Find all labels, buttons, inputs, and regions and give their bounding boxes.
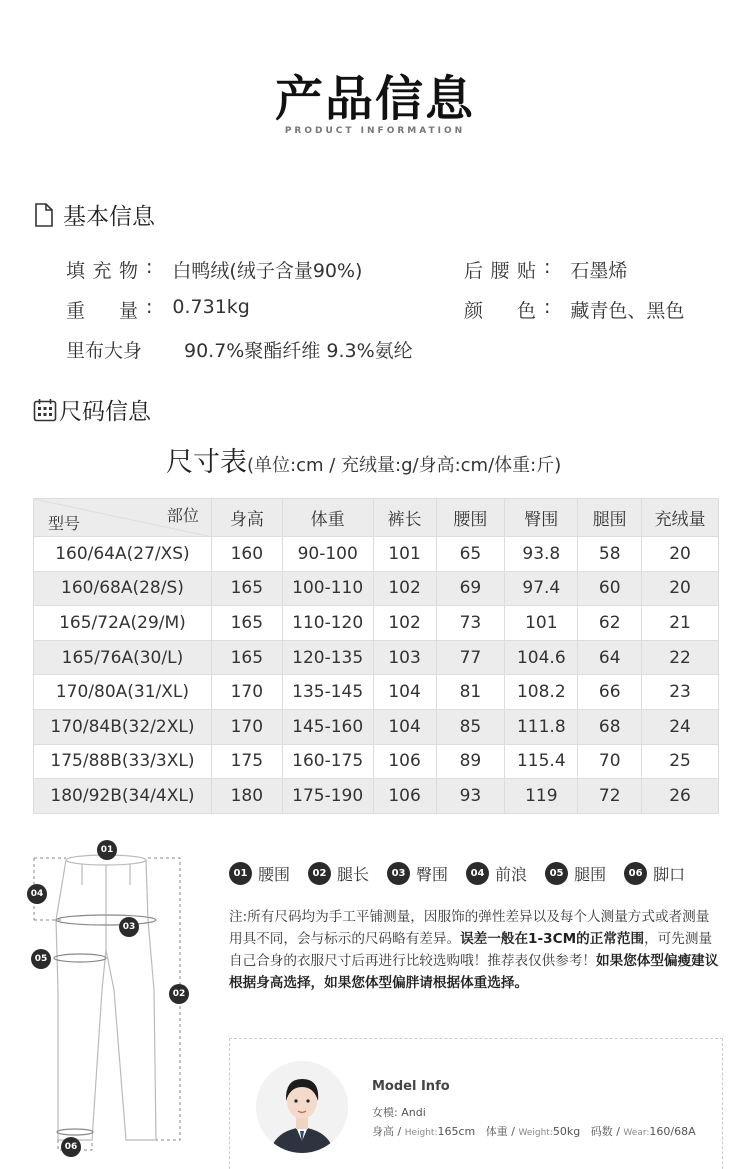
basic-info-heading-text: 基本信息 bbox=[63, 204, 155, 230]
table-row bbox=[34, 571, 719, 606]
info-value: 0.731kg bbox=[172, 296, 250, 318]
table-cell: 170 bbox=[211, 709, 282, 744]
table-cell: 101 bbox=[505, 606, 578, 641]
table-cell: 100-110 bbox=[282, 571, 373, 606]
table-cell: 180 bbox=[211, 779, 282, 814]
table-cell: 160-175 bbox=[282, 744, 373, 779]
table-cell: 62 bbox=[578, 606, 642, 641]
size-table-title: 尺寸表(单位:cm / 充绒量:g/身高:cm/体重:斤) bbox=[166, 447, 562, 478]
info-value: 藏青色、黑色 bbox=[570, 300, 685, 322]
table-header-cell: 充绒量 bbox=[642, 499, 719, 537]
pants-diagram bbox=[22, 840, 192, 1169]
table-cell: 103 bbox=[373, 640, 436, 675]
legend-item: 05 腿围 bbox=[545, 862, 606, 885]
page-subtitle: PRODUCT INFORMATION bbox=[284, 126, 466, 136]
table-cell: 165 bbox=[211, 571, 282, 606]
table-cell: 108.2 bbox=[505, 675, 578, 710]
table-cell: 93.8 bbox=[505, 537, 578, 572]
table-cell: 68 bbox=[578, 709, 642, 744]
size-table bbox=[33, 498, 719, 814]
calendar-icon bbox=[33, 398, 55, 422]
table-cell: 22 bbox=[642, 640, 719, 675]
table-row bbox=[34, 779, 719, 814]
table-cell: 165 bbox=[211, 606, 282, 641]
info-row-waist-patch: 后腰贴 : 石墨烯 bbox=[464, 256, 628, 282]
table-cell: 60 bbox=[578, 571, 642, 606]
info-value: 白鸭绒(绒子含量90%) bbox=[172, 260, 363, 282]
info-value: 90.7%聚酯纤维 9.3%氨纶 bbox=[184, 340, 413, 362]
legend-item: 01 腰围 bbox=[229, 862, 290, 885]
table-cell: 170 bbox=[211, 675, 282, 710]
table-cell: 23 bbox=[642, 675, 719, 710]
table-cell: 102 bbox=[373, 571, 436, 606]
table-cell: 160 bbox=[211, 537, 282, 572]
table-cell: 101 bbox=[373, 537, 436, 572]
table-cell: 90-100 bbox=[282, 537, 373, 572]
model-stats: 身高 / Height:165cm 体重 / Weight:50kg 码数 / Wear:160/68A bbox=[372, 1125, 696, 1138]
info-label: 里布大身 bbox=[66, 340, 143, 362]
table-header-cell: 体重 bbox=[282, 499, 373, 537]
table-header-row bbox=[34, 499, 719, 537]
table-cell: 21 bbox=[642, 606, 719, 641]
table-cell: 175 bbox=[211, 744, 282, 779]
table-cell: 104 bbox=[373, 709, 436, 744]
table-header-cell: 裤长 bbox=[373, 499, 436, 537]
table-cell: 106 bbox=[373, 744, 436, 779]
info-value: 石墨烯 bbox=[570, 260, 628, 282]
info-row-fill: 填充物 : 白鸭绒(绒子含量90%) bbox=[66, 256, 363, 282]
table-cell: 145-160 bbox=[282, 709, 373, 744]
size-model-cell: 170/80A(31/XL) bbox=[34, 675, 212, 710]
measurement-legend bbox=[229, 862, 685, 885]
table-row bbox=[34, 675, 719, 710]
table-cell: 106 bbox=[373, 779, 436, 814]
document-icon bbox=[33, 203, 55, 227]
table-cell: 93 bbox=[436, 779, 505, 814]
table-row bbox=[34, 606, 719, 641]
table-row bbox=[34, 537, 719, 572]
legend-item: 06 脚口 bbox=[624, 862, 685, 885]
table-cell: 97.4 bbox=[505, 571, 578, 606]
table-cell: 69 bbox=[436, 571, 505, 606]
size-model-cell: 170/84B(32/2XL) bbox=[34, 709, 212, 744]
table-row bbox=[34, 744, 719, 779]
diagram-badge: 05 bbox=[31, 949, 51, 969]
table-cell: 20 bbox=[642, 537, 719, 572]
model-info-card bbox=[229, 1038, 723, 1169]
table-row bbox=[34, 709, 719, 744]
info-label: 颜色 bbox=[464, 300, 536, 322]
table-cell: 70 bbox=[578, 744, 642, 779]
table-cell: 26 bbox=[642, 779, 719, 814]
info-label: 后腰贴 bbox=[464, 260, 536, 282]
table-cell: 115.4 bbox=[505, 744, 578, 779]
info-row-lining bbox=[66, 336, 413, 363]
table-header-cell: 臀围 bbox=[505, 499, 578, 537]
table-cell: 85 bbox=[436, 709, 505, 744]
diagram-badge: 04 bbox=[27, 884, 47, 904]
table-cell: 104.6 bbox=[505, 640, 578, 675]
table-cell: 77 bbox=[436, 640, 505, 675]
table-cell: 89 bbox=[436, 744, 505, 779]
table-cell: 104 bbox=[373, 675, 436, 710]
table-cell: 119 bbox=[505, 779, 578, 814]
size-model-cell: 165/76A(30/L) bbox=[34, 640, 212, 675]
legend-item: 04 前浪 bbox=[466, 862, 527, 885]
table-cell: 25 bbox=[642, 744, 719, 779]
table-row bbox=[34, 640, 719, 675]
table-cell: 165 bbox=[211, 640, 282, 675]
table-cell: 175-190 bbox=[282, 779, 373, 814]
size-model-cell: 160/64A(27/XS) bbox=[34, 537, 212, 572]
model-avatar bbox=[256, 1061, 348, 1153]
table-cell: 120-135 bbox=[282, 640, 373, 675]
info-row-weight: 重量 : 0.731kg bbox=[66, 296, 250, 322]
size-table-unit: (单位:cm / 充绒量:g/身高:cm/体重:斤) bbox=[247, 455, 562, 476]
table-cell: 58 bbox=[578, 537, 642, 572]
table-corner-cell: 部位 型号 bbox=[34, 499, 212, 537]
info-row-color: 颜色 : 藏青色、黑色 bbox=[464, 296, 685, 322]
diagram-badge: 02 bbox=[169, 984, 189, 1004]
table-cell: 73 bbox=[436, 606, 505, 641]
table-header-cell: 身高 bbox=[211, 499, 282, 537]
table-cell: 65 bbox=[436, 537, 505, 572]
diagram-badge: 06 bbox=[61, 1137, 81, 1157]
pants-outline bbox=[22, 840, 192, 1169]
table-cell: 72 bbox=[578, 779, 642, 814]
measurement-note: 注:所有尺码均为手工平铺测量，因服饰的弹性差异以及每个人测量方式或者测量用具不同，会与标示的尺码略有差异。误差一般在1-3CM的正常范围，可先测量自己合身的衣服尺寸后再进行比较选购哦！推荐表仅供参考！如果您体型偏瘦建议根据身高选择，如果您体型偏胖请根据体重选择。 bbox=[229, 909, 719, 991]
table-cell: 24 bbox=[642, 709, 719, 744]
info-label: 重量 bbox=[66, 300, 138, 322]
table-cell: 102 bbox=[373, 606, 436, 641]
info-label: 填充物 bbox=[66, 260, 138, 282]
size-model-cell: 165/72A(29/M) bbox=[34, 606, 212, 641]
table-header-cell: 腿围 bbox=[578, 499, 642, 537]
basic-info-heading bbox=[33, 198, 155, 231]
page-title: 产品信息 bbox=[274, 71, 475, 127]
table-cell: 135-145 bbox=[282, 675, 373, 710]
size-model-cell: 180/92B(34/4XL) bbox=[34, 779, 212, 814]
table-cell: 111.8 bbox=[505, 709, 578, 744]
legend-item: 03 臀围 bbox=[387, 862, 448, 885]
diagram-badge: 01 bbox=[97, 840, 117, 860]
diagram-badge: 03 bbox=[119, 917, 139, 937]
table-cell: 20 bbox=[642, 571, 719, 606]
table-cell: 64 bbox=[578, 640, 642, 675]
model-name: 女模: Andi bbox=[372, 1106, 426, 1119]
model-info-title: Model Info bbox=[372, 1079, 450, 1094]
size-model-cell: 175/88B(33/3XL) bbox=[34, 744, 212, 779]
size-info-heading bbox=[33, 393, 151, 426]
table-cell: 81 bbox=[436, 675, 505, 710]
table-header-cell: 腰围 bbox=[436, 499, 505, 537]
legend-item: 02 腿长 bbox=[308, 862, 369, 885]
table-cell: 66 bbox=[578, 675, 642, 710]
table-cell: 110-120 bbox=[282, 606, 373, 641]
size-info-heading-text: 尺码信息 bbox=[59, 399, 151, 425]
size-model-cell: 160/68A(28/S) bbox=[34, 571, 212, 606]
